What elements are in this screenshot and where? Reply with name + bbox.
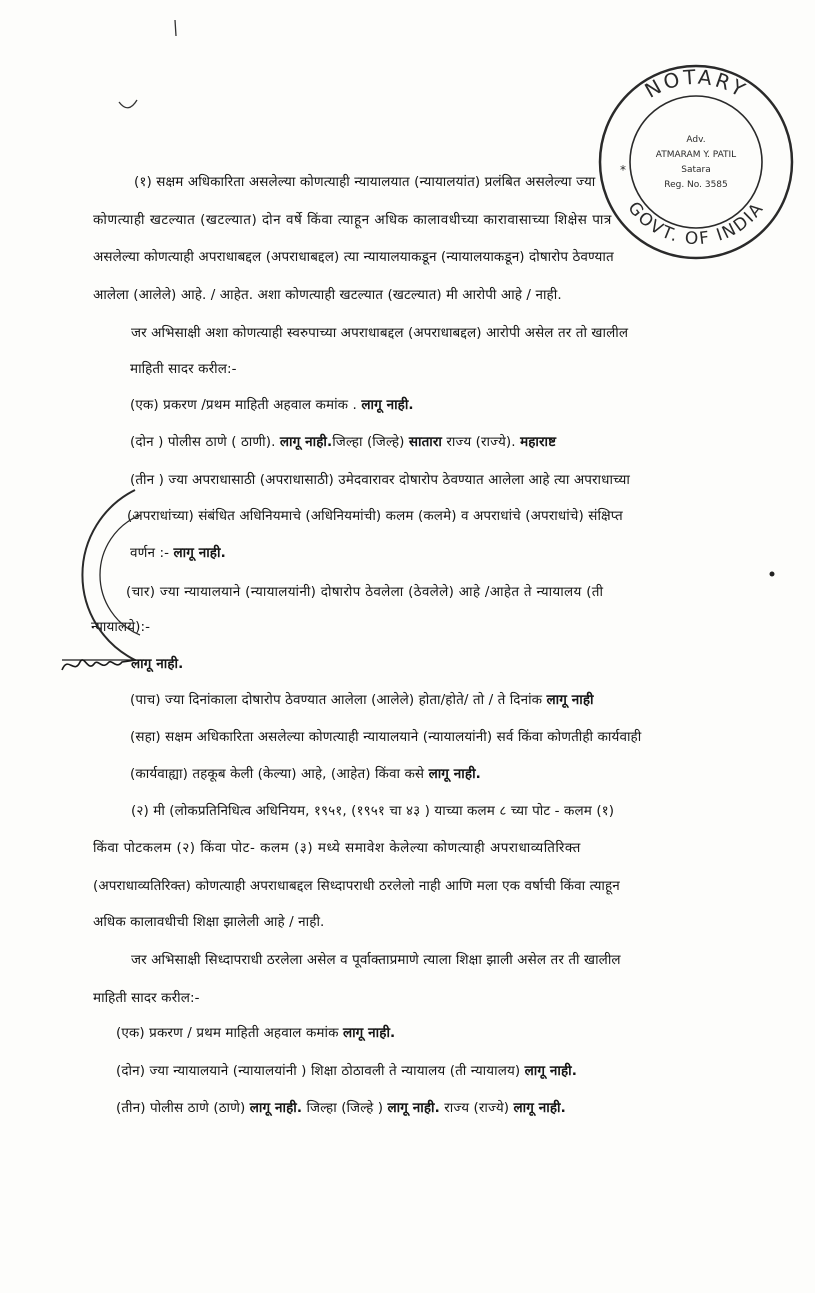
item2-don: (दोन) ज्या न्यायालयाने (न्यायालयांनी ) शिक्षा ठोठावली ते न्यायालय (ती न्यायालय) लागू नाही. (116, 1063, 577, 1079)
svg-text:GOVT. OF INDIA: GOVT. OF INDIA (623, 198, 769, 250)
para1-line2: कोणत्याही खटल्यात (खटल्यात) दोन वर्षे किंवा त्याहून अधिक कालावधीच्या कारावासाच्या शिक्षेस पात्र (93, 212, 612, 228)
para3-line4: अधिक कालावधीची शिक्षा झालेली आहे / नाही. (93, 914, 325, 930)
svg-text:ATMARAM Y. PATIL: ATMARAM Y. PATIL (655, 150, 737, 160)
para1-line3: असलेल्या कोणत्याही अपराधाबद्दल (अपराधाबद्दल) त्या न्यायालयाकडून (न्यायालयाकडून) दोषारोप ठेवण्यात (93, 249, 614, 265)
item-saha-line2: (कार्यवाह्या) तहकूब केली (केल्या) आहे, (आहेत) किंवा कसे लागू नाही. (130, 766, 481, 782)
notary-stamp (596, 62, 796, 262)
para1-line4: आलेला (आलेले) आहे. / आहेत. अशा कोणत्याही खटल्यात (खटल्यात) मी आरोपी आहे / नाही. (93, 287, 562, 303)
item-don: (दोन ) पोलीस ठाणे ( ठाणी). लागू नाही.जिल्हा (जिल्हे) सातारा राज्य (राज्ये). महाराष्ट (130, 434, 557, 450)
para3-line2: किंवा पोटकलम (२) किंवा पोट- कलम (३) मध्ये समावेश केलेल्या कोणत्याही अपराधाव्यतिरिक्त (93, 840, 581, 856)
para4-line2: माहिती सादर करील:- (93, 990, 200, 1006)
svg-text:Reg. No. 3585: Reg. No. 3585 (664, 180, 728, 190)
item-paach: (पाच) ज्या दिनांकाला दोषारोप ठेवण्यात आलेला (आलेले) होता/होते/ तो / ते दिनांक लागू नाही (130, 692, 594, 708)
scan-mark (117, 98, 139, 112)
item-teen-line3: वर्णन :- लागू नाही. (130, 545, 226, 561)
svg-text:NOTARY: NOTARY (640, 64, 752, 103)
item-char-line1: (चार) ज्या न्यायालयाने (न्यायालयांनी) दोषारोप ठेवलेला (ठेवलेले) आहे /आहेत ते न्यायालय (ती (126, 584, 604, 600)
scan-dot (768, 570, 776, 578)
item-teen-line1: (तीन ) ज्या अपराधासाठी (अपराधासाठी) उमेदवारावर दोषारोप ठेवण्यात आलेला आहे त्या अपराधाच्या (130, 472, 630, 488)
item2-ek: (एक) प्रकरण / प्रथम माहिती अहवाल कमांक लागू नाही. (116, 1025, 396, 1041)
para2-line2: माहिती सादर करील:- (130, 361, 237, 377)
item-saha-line1: (सहा) सक्षम अधिकारिता असलेल्या कोणत्याही न्यायालयाने (न्यायालयांनी) सर्व किंवा कोणतीही कार्यवाही (130, 729, 642, 745)
signature (60, 650, 140, 685)
svg-text:*: * (620, 163, 626, 177)
para4-line1: जर अभिसाक्षी सिध्दापराधी ठरलेला असेल व पूर्वाक्ताप्रमाणे त्याला शिक्षा झाली असेल तर ती खालील (131, 952, 621, 968)
item-char-answer: लागू नाही. (131, 656, 184, 672)
partial-stamp-arc (40, 485, 150, 665)
para1-line1: (१) सक्षम अधिकारिता असलेल्या कोणत्याही न्यायालयात (न्यायालयांत) प्रलंबित असलेल्या ज्या (134, 174, 596, 190)
item-char-line2: न्यायालये):- (91, 619, 151, 635)
para3-line3: (अपराधाव्यतिरिक्त) कोणत्याही अपराधाबद्दल सिध्दापराधी ठरलेलो नाही आणि मला एक वर्षाची किंवा त्याहून (93, 878, 620, 894)
scan-mark (168, 18, 182, 40)
item2-teen: (तीन) पोलीस ठाणे (ठाणे) लागू नाही. जिल्हा (जिल्हे ) लागू नाही. राज्य (राज्ये) लागू नाही. (116, 1100, 566, 1116)
item-teen-line2: (अपराधांच्या) संबंधित अधिनियमाचे (अधिनियमांची) कलम (कलमे) व अपराधांचे (अपराधांचे) संक्षिप्त (127, 508, 623, 524)
item-ek: (एक) प्रकरण /प्रथम माहिती अहवाल कमांक . लागू नाही. (130, 397, 414, 413)
para2-line1: जर अभिसाक्षी अशा कोणत्याही स्वरुपाच्या अपराधाबद्दल (अपराधाबद्दल) आरोपी असेल तर तो खालील (131, 325, 629, 341)
svg-text:Adv.: Adv. (686, 135, 706, 145)
svg-text:Satara: Satara (681, 165, 711, 175)
para3-line1: (२) मी (लोकप्रतिनिधित्व अधिनियम, १९५१, (१९५१ चा ४३ ) याच्या कलम ८ च्या पोट - कलम (१) (131, 803, 615, 819)
